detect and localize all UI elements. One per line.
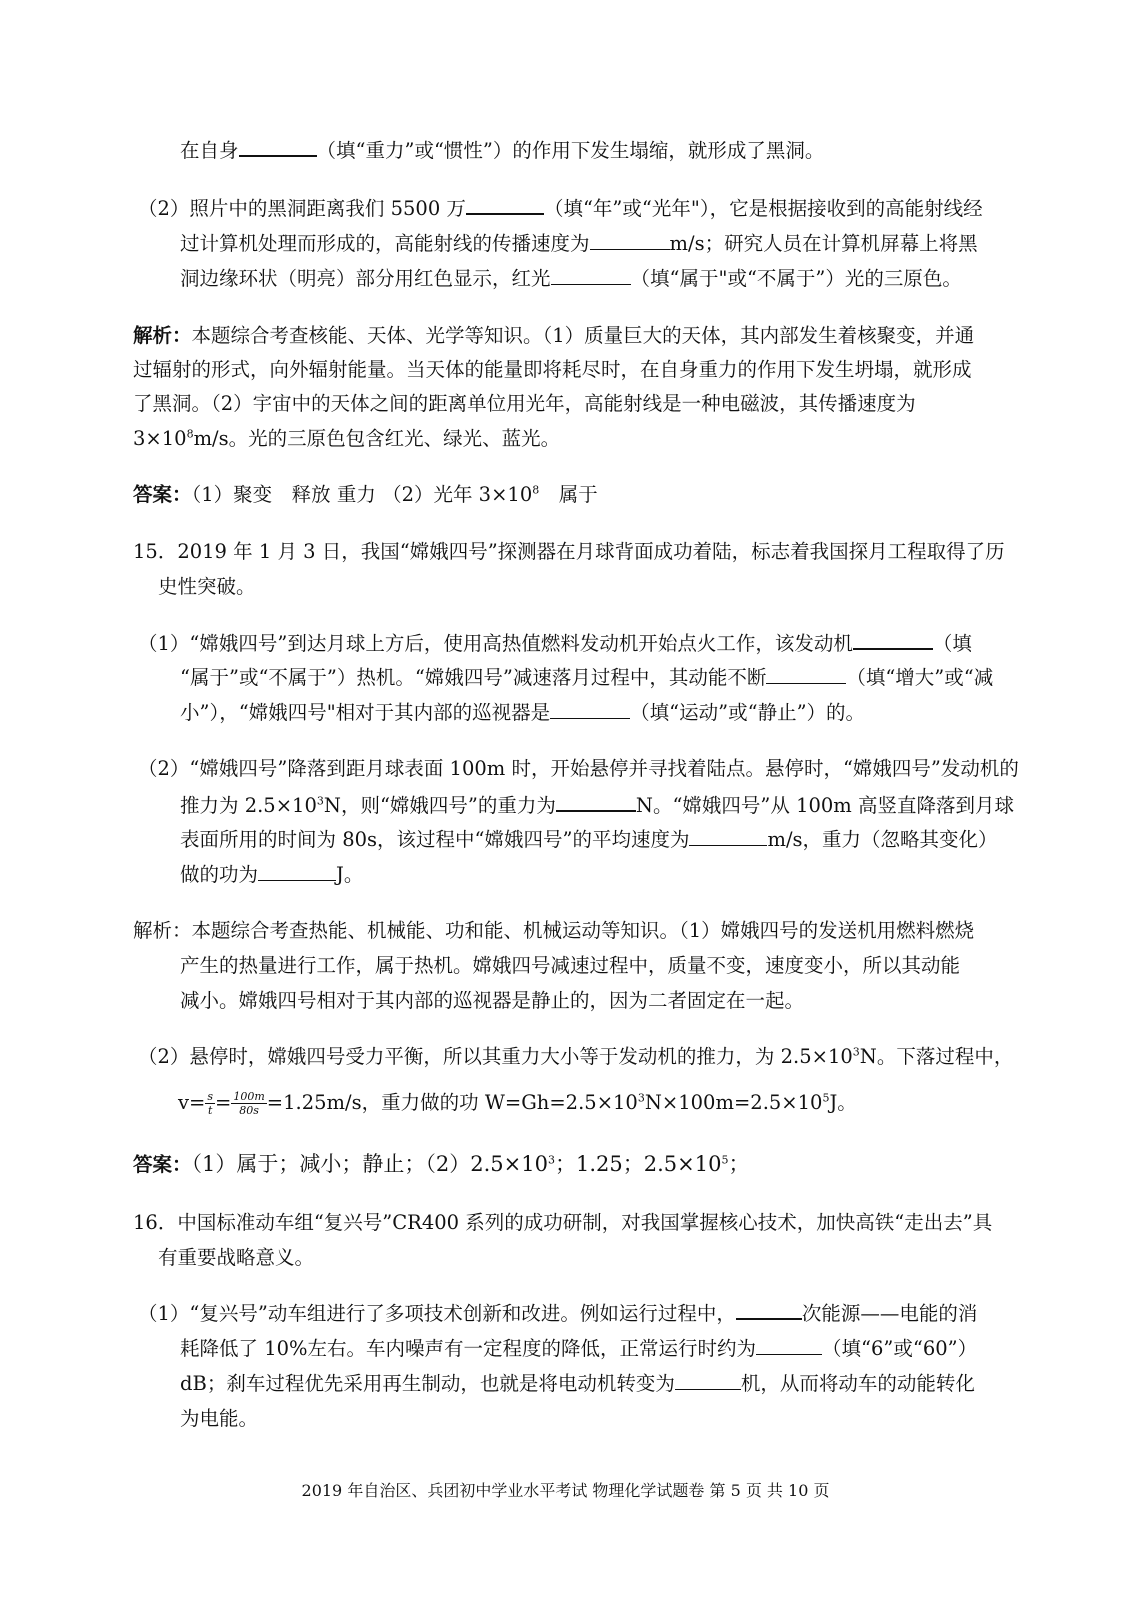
text-line: （1）“复兴号”动车组进行了多项技术创新和改进。例如运行过程中， 次能源——电能的消 [138,1302,978,1325]
answer-blank[interactable] [239,137,317,157]
analysis-line: 解析：本题综合考查核能、天体、光学等知识。（1）质量巨大的天体，其内部发生着核聚变，并通 [133,324,975,347]
answer-blank[interactable] [590,231,670,250]
text-line: 表面所用的时间为 80s，该过程中“嫦娥四号”的平均速度为 m/s，重力（忽略其变化） [180,828,998,851]
answer-blank[interactable] [756,1336,822,1355]
answer-line: 答案：（1）聚变 释放 重力 （2）光年 $3\times 10^8$ 属于 [133,483,598,506]
text-line: 为电能。 [180,1407,259,1430]
analysis-line: $3\times 10^8m/s$。光的三原色包含红光、绿光、蓝光。 [133,427,561,450]
text-line: （2）照片中的黑洞距离我们 5500 万 （填“年”或“光年"），它是根据接收到的高能射线经 [138,197,983,220]
analysis-label: 解析： [133,324,192,347]
answer-label: 答案： [133,483,192,506]
fraction: $\frac{s}{t}$ [207,1090,214,1117]
analysis-line: （2）悬停时，嫦娥四号受力平衡，所以其重力大小等于发动机的推力，为 $2.5\times 10^3N$。下落过程中， [138,1045,1014,1068]
text-line: 有重要战略意义。 [158,1246,315,1269]
answer-blank[interactable] [466,195,544,215]
answer-blank[interactable] [551,266,631,285]
answer-blank[interactable] [675,1371,741,1390]
text-line: （1）“嫦娥四号”到达月球上方后，使用高热值燃料发动机开始点火工作，该发动机 （填 [138,632,972,655]
analysis-line: 产生的热量进行工作，属于热机。嫦娥四号减速过程中，质量不变，速度变小，所以其动能 [180,954,961,977]
question-16-stem: 16．中国标准动车组“复兴号”CR400 系列的成功研制，对我国掌握核心技术，加快高铁“走出去”具 [133,1211,993,1234]
text-line: 耗降低了 10%左右。车内噪声有一定程度的降低，正常运行时约为 （填“6”或“60”） [180,1337,978,1360]
text-line: dB；刹车过程优先采用再生制动，也就是将电动机转变为 机，从而将动车的动能转化 [180,1372,975,1395]
text-line: 在自身 （填“重力”或“惯性”）的作用下发生塌缩，就形成了黑洞。 [180,139,825,162]
analysis-line: 解析：本题综合考查热能、机械能、功和能、机械运动等知识。（1）嫦娥四号的发送机用燃料燃烧 [133,919,975,942]
answer-blank[interactable] [689,827,767,846]
fraction: $\frac{100m}{80s}$ [233,1090,265,1117]
answer-line: 答案：（1）属于；减小；静止；$(2)2.5\times 10^3$；1.25；$2.5\times 10^5$； [133,1152,750,1176]
text-line: 小”），“嫦娥四号"相对于其内部的巡视器是 （填“运动”或“静止”）的。 [180,701,866,724]
analysis-line: 了黑洞。（2）宇宙中的天体之间的距离单位用光年，高能射线是一种电磁波，其传播速度为 [133,392,916,415]
analysis-line: 过辐射的形式，向外辐射能量。当天体的能量即将耗尽时，在自身重力的作用下发生坍塌，就形成 [133,358,972,381]
text-line: 史性突破。 [158,575,256,598]
analysis-line: 减小。嫦娥四号相对于其内部的巡视器是静止的，因为二者固定在一起。 [180,989,805,1012]
page-footer: 2019 年自治区、兵团初中学业水平考试 物理化学试题卷 第 5 页 共 10 页 [301,1481,830,1500]
answer-blank[interactable] [556,792,636,812]
answer-blank[interactable] [550,700,630,719]
answer-label: 答案： [133,1153,192,1176]
text-line: 洞边缘环状（明亮）部分用红色显示，红光 （填“属于"或“不属于”）光的三原色。 [180,267,962,290]
text-line: “属于”或“不属于”）热机。“嫦娥四号”减速落月过程中，其动能不断 （填“增大”或“减 [180,666,994,689]
text-line: （2）“嫦娥四号”降落到距月球表面 100m 时，开始悬停并寻找着陆点。悬停时，“嫦娥四号”发动机的 [138,757,1019,780]
answer-blank[interactable] [736,1300,802,1320]
text-line: 推力为 $2.5\times 10^3N$，则“嫦娥四号”的重力为 N。“嫦娥四号”从 100m 高竖直降落到月球 [180,794,1014,817]
text-line: 过计算机处理而形成的，高能射线的传播速度为 m/s；研究人员在计算机屏幕上将黑 [180,232,978,255]
question-15-stem: 15．2019 年 1 月 3 日，我国“嫦娥四号”探测器在月球背面成功着陆，标志着我国探月工程取得了历 [133,540,1005,563]
answer-blank[interactable] [853,630,933,650]
answer-blank[interactable] [766,665,846,684]
text-line: 做的功为 J。 [180,863,364,886]
answer-blank[interactable] [258,862,336,881]
formula-line: v= $\frac{s}{t}$ = $\frac{100m}{80s}$ =1.25m/s，重力做的功 $W=Gh=2.5\times 10^3N\times 100m=2.5\times 10^5J$。 [178,1090,857,1117]
